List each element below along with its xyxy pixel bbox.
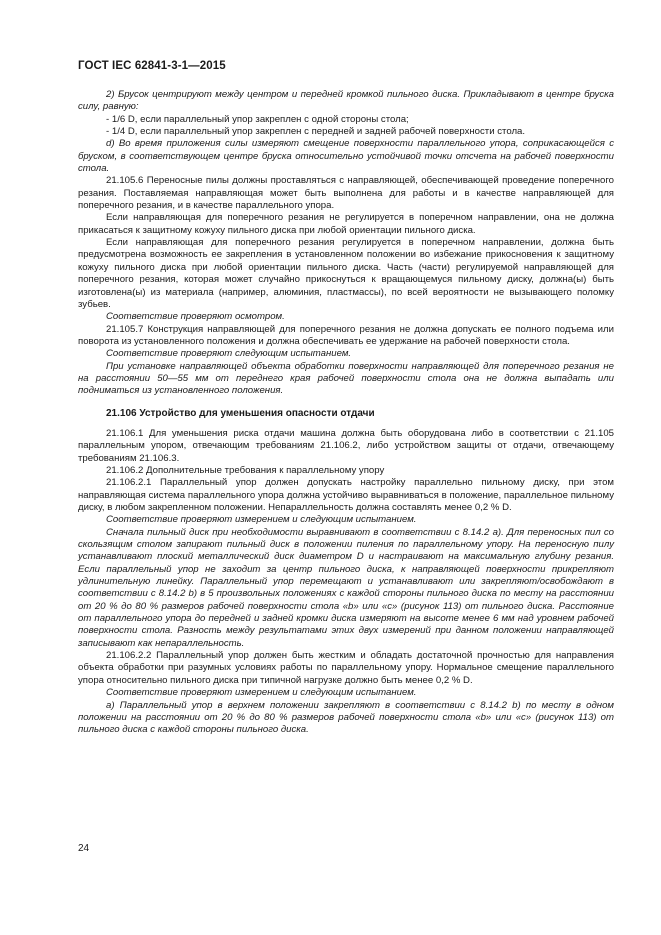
paragraph: а) Параллельный упор в верхнем положении закрепляют в соответствии с 8.14.2 b) по месту в одном положении на расстоянии от 20 % до 80 % размеров рабочей поверхности стола «b» или «c» (рисунок 113) от пильного диска с каждой стороны пильного диска.	[78, 699, 614, 736]
document-body	[78, 89, 614, 737]
paragraph: Соответствие проверяют измерением и следующим испытанием.	[106, 514, 417, 526]
paragraph: 21.105.7 Конструкция направляющей для поперечного резания не должна допускать ее полного подъема или поворота из установленного положения и должна обеспечивать ее удержание на рабочей поверхности стола.	[78, 323, 614, 347]
paragraph: 21.106.2.1 Параллельный упор должен допускать настройку параллельно пильному диску, при этом направляющая система параллельного упора должна устойчиво выравниваться в положение, параллельное пильному диску, в любом закрепленном положении. Непараллельность должна составлять менее 0,2 % D.	[78, 477, 614, 513]
paragraph: 21.106.1 Для уменьшения риска отдачи машина должна быть оборудована либо в соответствии с 21.105 параллельным упором, отвечающим требованиям 21.106.2, либо устройством защиты от отдачи, отвечающему требованиям 21.106.3.	[78, 427, 614, 464]
paragraph: Соответствие проверяют следующим испытанием.	[106, 348, 352, 360]
paragraph: Соответствие проверяют осмотром.	[106, 311, 285, 323]
paragraph: - 1/6 D, если параллельный упор закреплен с одной стороны стола;	[106, 113, 409, 125]
paragraph: При установке направляющей объекта обработки поверхности направляющей для поперечного резания не на расстоянии 50—55 мм от переднего края рабочей поверхности стола она не должна выпадать или подниматься из установленного положения.	[78, 360, 614, 397]
paragraph: 2) Брусок центрируют между центром и передней кромкой пильного диска. Прикладывают в центре бруска силу, равную:	[78, 89, 614, 113]
paragraph: 21.105.6 Переносные пилы должны проставляться с направляющей, обеспечивающей проведение поперечного резания. Поставляемая направляющая может быть выполнена для работы и в качестве направляющей для поперечного резания, и в качестве параллельного упора.	[78, 175, 614, 212]
paragraph: Сначала пильный диск при необходимости выравнивают в соответствии с 8.14.2 а). Для переносных пил со скользящим столом запирают пильный диск в положении пиления по параллельному упору. На переносную пилу устанавливают плоский металлический диск диаметром D и настраивают на максимальную глубину резания. Если параллельный упор не заходит за центр пильного диска, к направляющей поверхности прикрепляют удлинительную линейку. Параллельный упор перемещают и устанавливают или закрепляют/освобождают в соответствии с 8.14.2 b) в 5 произвольных положениях с каждой стороны пильного диска по месту на расстоянии от 20 % до 80 % размеров рабочей поверхности стола «b» или «c» (рисунок 113) от пильного диска. Расстояние от параллельного упора до передней и задней кромки диска измеряют на высоте менее 6 мм над уровнем рабочей поверхности стола. Разность между результатами этих двух измерений при данном положении направляющей записывают как непараллельность.	[78, 526, 614, 649]
paragraph: - 1/4 D, если параллельный упор закреплен с передней и задней рабочей поверхности стола.	[106, 126, 526, 138]
paragraph: 21.106.2 Дополнительные требования к параллельному упору	[106, 464, 385, 476]
paragraph: d) Во время приложения силы измеряют смещение поверхности параллельного упора, соприкасающейся с бруском, в соответствующем центре бруска относительно устойчивой точки отсчета на рабочей поверхности стола.	[78, 138, 614, 175]
paragraph: Если направляющая для поперечного резания регулируется в поперечном направлении, должна быть предусмотрена возможность ее закрепления в установленном положении во избежание прикосновения к защитному кожуху пильного диска при любой ориентации пильного диска. Часть (части) регулируемой направляющей для поперечного резания, которая может случайно прикоснуться к вращающемуся пильному диску, должна(ы) быть изготовлена(ы) из материала (например, алюминия, пластмассы), по всей вероятности не вызывающего поломку зубьев.	[78, 237, 614, 310]
page-number: 24	[78, 843, 90, 854]
paragraph: Если направляющая для поперечного резания не регулируется в поперечном направлении, она не должна прикасаться к защитному кожуху пильного диска при любой ориентации пильного диска.	[78, 212, 614, 236]
paragraph: 21.106.2.2 Параллельный упор должен быть жестким и обладать достаточной прочностью для направления объекта обработки при разумных условиях работы по параллельному упору. Нормальное смещение параллельного упора относительно пильного диска при типичной нагрузке должно быть менее 0,2 % D.	[78, 650, 614, 686]
paragraph: Соответствие проверяют измерением и следующим испытанием.	[106, 687, 417, 699]
document-header: ГОСТ IEC 62841-3-1—2015	[78, 60, 226, 72]
section-heading: 21.106 Устройство для уменьшения опасности отдачи	[106, 407, 375, 419]
